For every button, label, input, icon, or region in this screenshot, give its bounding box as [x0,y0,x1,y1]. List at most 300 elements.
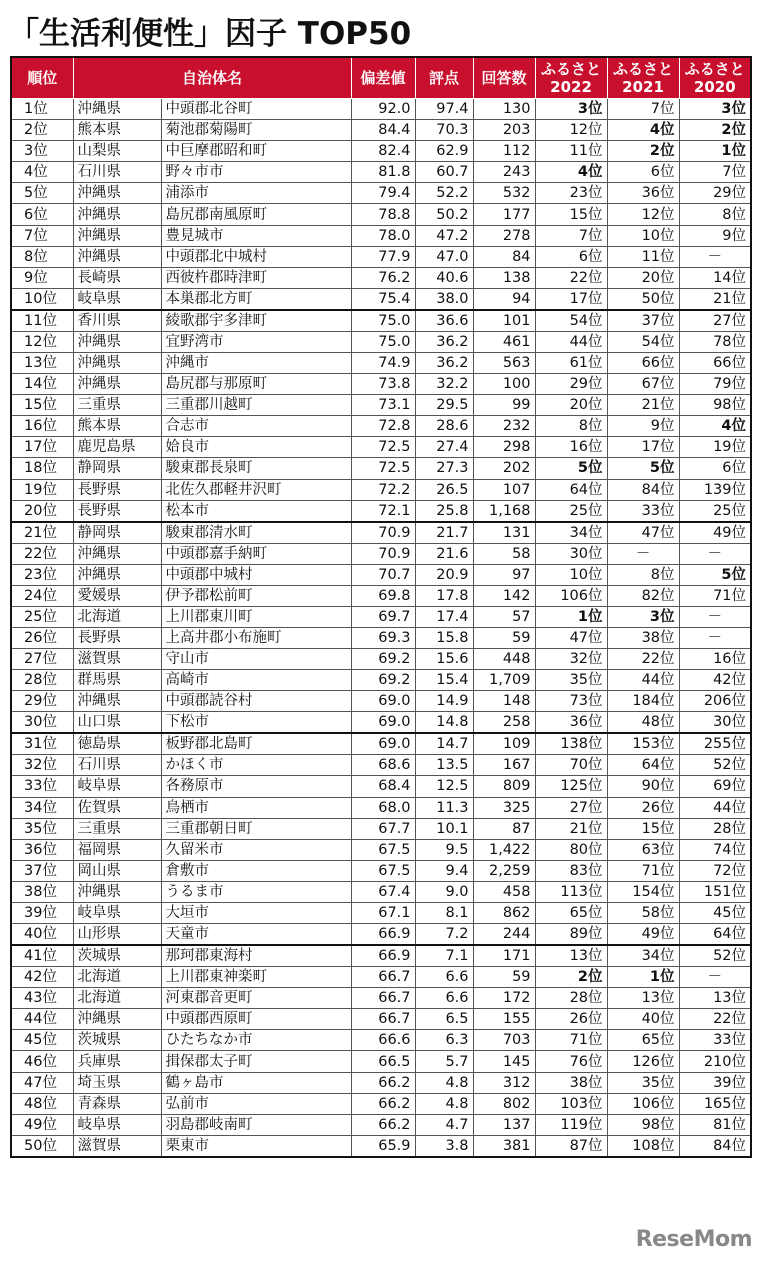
cell-rank: 34位 [11,797,73,818]
table-row [11,691,751,712]
table-row [11,352,751,373]
cell-deviation: 66.5 [351,1051,415,1072]
cell-score: 26.5 [415,479,473,500]
cell-furusato-2021: 5位 [607,458,679,479]
cell-furusato-2020: 13位 [679,988,751,1009]
cell-responses: 278 [473,225,535,246]
table-row [11,246,751,267]
cell-furusato-2022: 61位 [535,352,607,373]
cell-prefecture: 佐賀県 [73,797,161,818]
table-row [11,183,751,204]
table-row [11,458,751,479]
cell-furusato-2020: 42位 [679,670,751,691]
cell-rank: 7位 [11,225,73,246]
cell-prefecture: 岐阜県 [73,776,161,797]
table-row [11,288,751,310]
cell-score: 15.6 [415,649,473,670]
cell-prefecture: 岐阜県 [73,903,161,924]
cell-score: 52.2 [415,183,473,204]
cell-rank: 10位 [11,288,73,310]
cell-prefecture: 岡山県 [73,860,161,881]
cell-responses: 138 [473,267,535,288]
cell-score: 9.5 [415,839,473,860]
cell-score: 14.8 [415,712,473,734]
cell-furusato-2020: － [679,246,751,267]
page-title: 「生活利便性」因子 TOP50 [8,16,412,52]
cell-furusato-2022: 29位 [535,374,607,395]
cell-responses: 258 [473,712,535,734]
cell-furusato-2021: 184位 [607,691,679,712]
cell-furusato-2022: 34位 [535,522,607,544]
cell-score: 32.2 [415,374,473,395]
cell-score: 10.1 [415,818,473,839]
cell-prefecture: 滋賀県 [73,649,161,670]
cell-municipality: うるま市 [161,881,351,902]
cell-responses: 1,422 [473,839,535,860]
cell-furusato-2022: 38位 [535,1072,607,1093]
table-row [11,225,751,246]
cell-furusato-2020: 29位 [679,183,751,204]
cell-furusato-2021: 65位 [607,1030,679,1051]
cell-prefecture: 山梨県 [73,141,161,162]
cell-furusato-2021: 67位 [607,374,679,395]
cell-responses: 448 [473,649,535,670]
cell-rank: 17位 [11,437,73,458]
cell-deviation: 66.6 [351,1030,415,1051]
cell-deviation: 66.9 [351,945,415,967]
cell-furusato-2022: 47位 [535,627,607,648]
cell-municipality: 駿東郡長泉町 [161,458,351,479]
table-row [11,988,751,1009]
cell-furusato-2022: 70位 [535,755,607,776]
cell-furusato-2022: 71位 [535,1030,607,1051]
table-row [11,416,751,437]
cell-score: 36.2 [415,352,473,373]
cell-prefecture: 岐阜県 [73,288,161,310]
cell-prefecture: 沖縄県 [73,204,161,225]
cell-furusato-2020: 49位 [679,522,751,544]
cell-score: 9.4 [415,860,473,881]
cell-municipality: 羽島郡岐南町 [161,1114,351,1135]
cell-furusato-2022: 138位 [535,733,607,755]
cell-deviation: 66.2 [351,1072,415,1093]
cell-furusato-2021: 153位 [607,733,679,755]
cell-responses: 171 [473,945,535,967]
cell-prefecture: 福岡県 [73,839,161,860]
table-row [11,310,751,332]
cell-furusato-2022: 22位 [535,267,607,288]
cell-rank: 18位 [11,458,73,479]
cell-deviation: 67.1 [351,903,415,924]
cell-furusato-2020: 16位 [679,649,751,670]
cell-rank: 12位 [11,331,73,352]
cell-furusato-2022: 89位 [535,924,607,946]
cell-rank: 36位 [11,839,73,860]
cell-rank: 50位 [11,1135,73,1157]
cell-furusato-2021: 8位 [607,564,679,585]
cell-municipality: 中頭郡嘉手納町 [161,543,351,564]
cell-municipality: 伊予郡松前町 [161,585,351,606]
cell-prefecture: 沖縄県 [73,99,161,120]
cell-municipality: 弘前市 [161,1093,351,1114]
cell-responses: 232 [473,416,535,437]
cell-score: 27.4 [415,437,473,458]
cell-furusato-2022: 21位 [535,818,607,839]
cell-furusato-2021: 36位 [607,183,679,204]
cell-responses: 101 [473,310,535,332]
cell-furusato-2021: 3位 [607,606,679,627]
cell-rank: 46位 [11,1051,73,1072]
cell-prefecture: 沖縄県 [73,374,161,395]
cell-deviation: 72.5 [351,458,415,479]
cell-responses: 145 [473,1051,535,1072]
cell-score: 97.4 [415,99,473,120]
cell-rank: 4位 [11,162,73,183]
cell-furusato-2021: 1位 [607,967,679,988]
cell-deviation: 75.4 [351,288,415,310]
cell-deviation: 67.5 [351,860,415,881]
cell-responses: 58 [473,543,535,564]
cell-deviation: 84.4 [351,120,415,141]
table-row [11,924,751,946]
cell-deviation: 72.1 [351,500,415,522]
cell-municipality: 栗東市 [161,1135,351,1157]
cell-deviation: 75.0 [351,310,415,332]
cell-rank: 38位 [11,881,73,902]
cell-furusato-2022: 119位 [535,1114,607,1135]
cell-score: 38.0 [415,288,473,310]
cell-furusato-2022: 27位 [535,797,607,818]
cell-responses: 107 [473,479,535,500]
cell-furusato-2021: 106位 [607,1093,679,1114]
cell-furusato-2020: 6位 [679,458,751,479]
cell-prefecture: 沖縄県 [73,543,161,564]
cell-deviation: 72.8 [351,416,415,437]
cell-municipality: 浦添市 [161,183,351,204]
cell-furusato-2022: 17位 [535,288,607,310]
table-row [11,903,751,924]
table-row [11,670,751,691]
cell-furusato-2020: 74位 [679,839,751,860]
cell-prefecture: 青森県 [73,1093,161,1114]
header-responses: 回答数 [473,57,535,99]
table-row [11,585,751,606]
cell-responses: 862 [473,903,535,924]
cell-prefecture: 埼玉県 [73,1072,161,1093]
cell-score: 17.4 [415,606,473,627]
cell-municipality: ひたちなか市 [161,1030,351,1051]
cell-furusato-2020: 14位 [679,267,751,288]
cell-rank: 8位 [11,246,73,267]
cell-deviation: 82.4 [351,141,415,162]
cell-deviation: 66.2 [351,1114,415,1135]
cell-score: 6.5 [415,1009,473,1030]
cell-prefecture: 徳島県 [73,733,161,755]
cell-furusato-2021: 71位 [607,860,679,881]
cell-rank: 22位 [11,543,73,564]
cell-responses: 458 [473,881,535,902]
cell-prefecture: 静岡県 [73,522,161,544]
cell-municipality: 各務原市 [161,776,351,797]
cell-responses: 109 [473,733,535,755]
cell-rank: 3位 [11,141,73,162]
cell-deviation: 69.0 [351,733,415,755]
cell-furusato-2021: 33位 [607,500,679,522]
cell-prefecture: 長野県 [73,627,161,648]
cell-municipality: 揖保郡太子町 [161,1051,351,1072]
cell-furusato-2021: 11位 [607,246,679,267]
cell-furusato-2021: 17位 [607,437,679,458]
cell-furusato-2022: 23位 [535,183,607,204]
cell-deviation: 73.1 [351,395,415,416]
cell-deviation: 72.5 [351,437,415,458]
cell-responses: 381 [473,1135,535,1157]
cell-deviation: 78.0 [351,225,415,246]
table-row [11,543,751,564]
cell-furusato-2021: 13位 [607,988,679,1009]
cell-deviation: 67.7 [351,818,415,839]
cell-prefecture: 長野県 [73,500,161,522]
cell-furusato-2020: 45位 [679,903,751,924]
cell-prefecture: 北海道 [73,988,161,1009]
cell-furusato-2022: 76位 [535,1051,607,1072]
cell-furusato-2020: 5位 [679,564,751,585]
cell-municipality: 豊見城市 [161,225,351,246]
cell-prefecture: 北海道 [73,967,161,988]
cell-municipality: 高崎市 [161,670,351,691]
cell-responses: 203 [473,120,535,141]
cell-furusato-2020: 52位 [679,755,751,776]
cell-furusato-2021: 38位 [607,627,679,648]
cell-furusato-2020: 72位 [679,860,751,881]
cell-furusato-2020: 19位 [679,437,751,458]
cell-furusato-2020: 69位 [679,776,751,797]
cell-prefecture: 茨城県 [73,945,161,967]
cell-responses: 802 [473,1093,535,1114]
cell-furusato-2022: 2位 [535,967,607,988]
cell-deviation: 78.8 [351,204,415,225]
cell-furusato-2021: 64位 [607,755,679,776]
cell-rank: 14位 [11,374,73,395]
cell-municipality: 上川郡東川町 [161,606,351,627]
cell-furusato-2020: 2位 [679,120,751,141]
table-row [11,1072,751,1093]
cell-responses: 99 [473,395,535,416]
cell-score: 4.7 [415,1114,473,1135]
cell-rank: 31位 [11,733,73,755]
cell-furusato-2020: 8位 [679,204,751,225]
cell-furusato-2020: 84位 [679,1135,751,1157]
cell-furusato-2022: 5位 [535,458,607,479]
cell-furusato-2020: 27位 [679,310,751,332]
cell-furusato-2020: 3位 [679,99,751,120]
cell-furusato-2021: 7位 [607,99,679,120]
cell-responses: 532 [473,183,535,204]
cell-furusato-2022: 30位 [535,543,607,564]
cell-municipality: 中巨摩郡昭和町 [161,141,351,162]
cell-rank: 40位 [11,924,73,946]
cell-deviation: 66.7 [351,1009,415,1030]
cell-furusato-2021: 2位 [607,141,679,162]
cell-responses: 298 [473,437,535,458]
cell-deviation: 79.4 [351,183,415,204]
cell-furusato-2022: 28位 [535,988,607,1009]
table-row [11,374,751,395]
table-row [11,500,751,522]
cell-furusato-2021: 48位 [607,712,679,734]
cell-furusato-2020: 28位 [679,818,751,839]
cell-prefecture: 熊本県 [73,120,161,141]
cell-deviation: 66.2 [351,1093,415,1114]
cell-furusato-2021: 22位 [607,649,679,670]
table-row [11,120,751,141]
cell-score: 6.3 [415,1030,473,1051]
table-row [11,1114,751,1135]
cell-furusato-2022: 44位 [535,331,607,352]
cell-deviation: 74.9 [351,352,415,373]
cell-furusato-2020: 66位 [679,352,751,373]
cell-prefecture: 沖縄県 [73,352,161,373]
cell-score: 5.7 [415,1051,473,1072]
cell-score: 15.8 [415,627,473,648]
cell-responses: 137 [473,1114,535,1135]
cell-score: 21.6 [415,543,473,564]
cell-responses: 57 [473,606,535,627]
cell-score: 36.6 [415,310,473,332]
cell-municipality: 姶良市 [161,437,351,458]
cell-furusato-2020: － [679,967,751,988]
table-row [11,564,751,585]
cell-furusato-2021: 4位 [607,120,679,141]
cell-furusato-2022: 54位 [535,310,607,332]
cell-rank: 49位 [11,1114,73,1135]
cell-responses: 130 [473,99,535,120]
cell-furusato-2021: 63位 [607,839,679,860]
cell-deviation: 69.0 [351,712,415,734]
cell-deviation: 69.2 [351,649,415,670]
cell-municipality: 駿東郡清水町 [161,522,351,544]
cell-prefecture: 沖縄県 [73,183,161,204]
table-row [11,627,751,648]
cell-prefecture: 沖縄県 [73,246,161,267]
cell-municipality: 菊池郡菊陽町 [161,120,351,141]
table-row [11,712,751,734]
cell-municipality: 中頭郡読谷村 [161,691,351,712]
cell-furusato-2022: 36位 [535,712,607,734]
header-municipality: 自治体名 [73,57,351,99]
cell-municipality: 本巣郡北方町 [161,288,351,310]
cell-furusato-2021: 58位 [607,903,679,924]
cell-furusato-2022: 7位 [535,225,607,246]
cell-prefecture: 長野県 [73,479,161,500]
cell-rank: 6位 [11,204,73,225]
cell-furusato-2021: 15位 [607,818,679,839]
cell-furusato-2022: 83位 [535,860,607,881]
cell-furusato-2021: 26位 [607,797,679,818]
cell-score: 17.8 [415,585,473,606]
cell-score: 70.3 [415,120,473,141]
cell-municipality: 三重郡川越町 [161,395,351,416]
cell-responses: 148 [473,691,535,712]
cell-rank: 32位 [11,755,73,776]
cell-responses: 142 [473,585,535,606]
cell-responses: 2,259 [473,860,535,881]
cell-rank: 25位 [11,606,73,627]
cell-deviation: 72.2 [351,479,415,500]
cell-deviation: 73.8 [351,374,415,395]
cell-responses: 461 [473,331,535,352]
cell-rank: 16位 [11,416,73,437]
cell-municipality: 西彼杵郡時津町 [161,267,351,288]
cell-deviation: 68.0 [351,797,415,818]
table-row [11,733,751,755]
cell-furusato-2021: 108位 [607,1135,679,1157]
cell-municipality: 中頭郡北谷町 [161,99,351,120]
cell-prefecture: 山形県 [73,924,161,946]
cell-furusato-2022: 106位 [535,585,607,606]
cell-furusato-2020: － [679,606,751,627]
cell-furusato-2021: 50位 [607,288,679,310]
cell-rank: 5位 [11,183,73,204]
cell-furusato-2020: 151位 [679,881,751,902]
cell-rank: 39位 [11,903,73,924]
header-rank: 順位 [11,57,73,99]
cell-municipality: 島尻郡与那原町 [161,374,351,395]
cell-furusato-2022: 113位 [535,881,607,902]
table-row [11,522,751,544]
cell-responses: 100 [473,374,535,395]
cell-rank: 43位 [11,988,73,1009]
cell-deviation: 81.8 [351,162,415,183]
table-row [11,141,751,162]
cell-furusato-2020: 52位 [679,945,751,967]
cell-furusato-2022: 16位 [535,437,607,458]
cell-prefecture: 静岡県 [73,458,161,479]
cell-rank: 20位 [11,500,73,522]
cell-score: 6.6 [415,967,473,988]
cell-responses: 155 [473,1009,535,1030]
cell-score: 6.6 [415,988,473,1009]
cell-furusato-2021: 44位 [607,670,679,691]
cell-prefecture: 滋賀県 [73,1135,161,1157]
cell-rank: 1位 [11,99,73,120]
cell-prefecture: 岐阜県 [73,1114,161,1135]
cell-deviation: 69.0 [351,691,415,712]
cell-score: 27.3 [415,458,473,479]
cell-score: 28.6 [415,416,473,437]
cell-municipality: 松本市 [161,500,351,522]
cell-municipality: 沖縄市 [161,352,351,373]
cell-prefecture: 三重県 [73,395,161,416]
cell-furusato-2020: 39位 [679,1072,751,1093]
cell-furusato-2020: 98位 [679,395,751,416]
cell-furusato-2022: 26位 [535,1009,607,1030]
cell-furusato-2020: 9位 [679,225,751,246]
cell-furusato-2021: 9位 [607,416,679,437]
cell-score: 50.2 [415,204,473,225]
cell-municipality: 中頭郡中城村 [161,564,351,585]
cell-municipality: 野々市市 [161,162,351,183]
cell-deviation: 69.3 [351,627,415,648]
cell-furusato-2021: 98位 [607,1114,679,1135]
cell-furusato-2020: 210位 [679,1051,751,1072]
cell-municipality: 倉敷市 [161,860,351,881]
cell-rank: 23位 [11,564,73,585]
cell-furusato-2020: 71位 [679,585,751,606]
table-row [11,267,751,288]
table-row [11,945,751,967]
cell-furusato-2021: 47位 [607,522,679,544]
